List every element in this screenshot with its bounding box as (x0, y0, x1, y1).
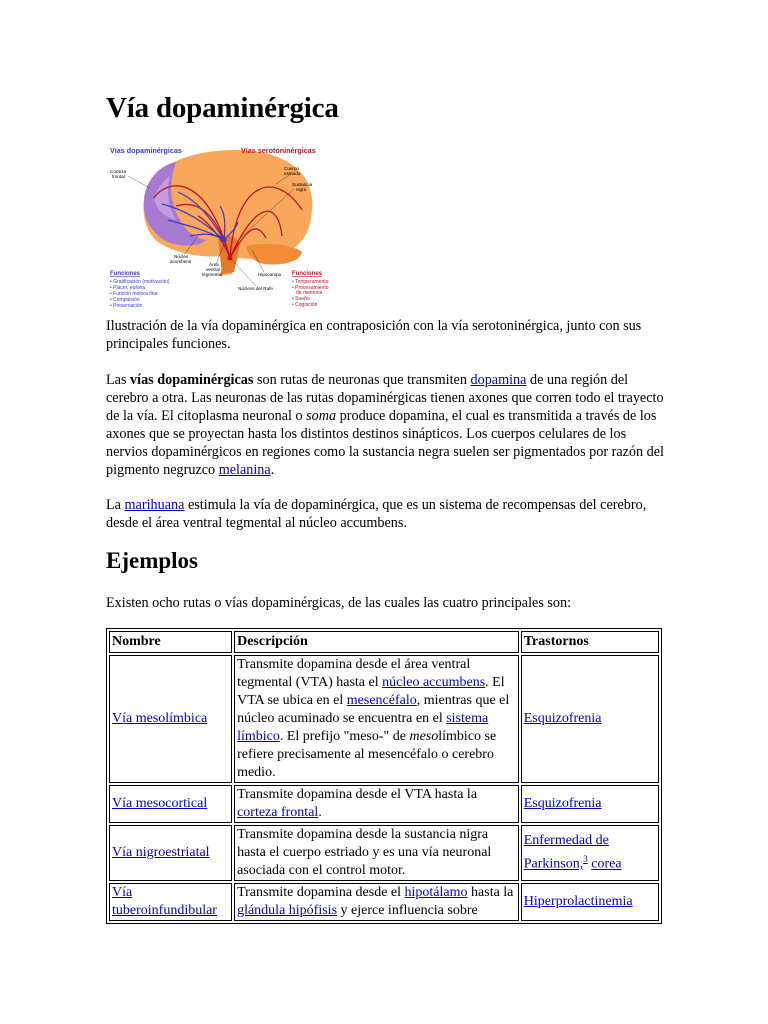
label-hipocampo: Hipocampo (258, 272, 282, 277)
label-frontal: frontal (112, 174, 125, 179)
label-cuerpo: Cuerpo (284, 166, 300, 171)
svg-text:• Función motora fina: • Función motora fina (110, 291, 158, 297)
funciones-right-title: Funciones (292, 271, 323, 277)
label-acumbens: acumbens (170, 259, 192, 264)
header-trastornos: Trastornos (521, 631, 659, 653)
svg-text:• Procesamiento: • Procesamiento (292, 285, 329, 291)
funcion-left-5: Preservación (113, 303, 143, 309)
label-vias-dopaminergicas: Vías dopaminérgicas (110, 146, 182, 155)
funcion-left-3: Función motora fina (113, 291, 158, 297)
link-esquizofrenia-2[interactable]: Esquizofrenia (523, 796, 602, 811)
svg-text:• Gratificación (motivación): • Gratificación (motivación) (110, 279, 170, 285)
link-marihuana[interactable]: marihuana (124, 497, 185, 513)
label-estriado: estriado (284, 171, 301, 176)
label-vias-serotoninergicas: Vías serotoninérgicas (241, 146, 316, 155)
funcion-left-2: Placer, euforia (113, 285, 146, 291)
section-title-ejemplos: Ejemplos (106, 548, 198, 573)
link-corteza-frontal[interactable]: corteza frontal (237, 805, 319, 820)
link-mesencefalo[interactable]: mesencéfalo (346, 693, 417, 708)
paragraph-ejemplos-intro: Existen ocho rutas o vías dopaminérgicas, de las cuales las cuatro principales son: (106, 595, 572, 611)
label-sustancia: Sustancia (292, 182, 313, 187)
table-row (109, 785, 659, 823)
funcion-right-2b: de memoria (296, 290, 323, 296)
header-descripcion: Descripción (234, 631, 519, 653)
figure-caption: Ilustración de la vía dopaminérgica en contraposición con la vía serotoninérgica, junto con sus principales funciones. (106, 318, 642, 352)
svg-text:• Temperamento: • Temperamento (292, 279, 329, 285)
link-glandula-hipofisis[interactable]: glándula hipófisis (237, 903, 338, 918)
link-hiperprolactinemia[interactable]: Hiperprolactinemia (523, 894, 633, 909)
funcion-right-3: Sueño (295, 296, 310, 302)
svg-text:• Placer, euforia: • Placer, euforia (110, 285, 146, 291)
brain-pathways-figure (106, 140, 346, 316)
link-hipotalamo[interactable]: hipotálamo (404, 885, 468, 900)
link-parkinson[interactable]: Enfermedad de Parkinson, (523, 833, 609, 872)
funcion-right-2: Procesamiento (295, 285, 329, 291)
label-area: Área (209, 262, 219, 267)
header-nombre: Nombre (109, 631, 232, 653)
table-row (109, 825, 659, 881)
pathways-table (106, 628, 662, 924)
paragraph-marihuana: La marihuana estimula la vía de dopaminérgica, que es un sistema de recompensas del cerebro, desde el área ventral tegmental al núcleo accumbens. (106, 497, 647, 531)
funcion-right-4: Cognición (295, 302, 318, 308)
svg-text:• Compulsión: • Compulsión (110, 297, 140, 303)
table-header-row (109, 631, 659, 653)
label-ventral: ventral (206, 267, 220, 272)
paragraph-intro: Las vías dopaminérgicas son rutas de neuronas que transmiten dopamina de una región del cerebro a otra. Las neuronas de las rutas dopaminérgicas tienen axones que corren todo el trayecto de la vía. El citoplasma neuronal o soma produce dopamina, el cual es transmitida a través de los axones que se proyectan hasta los distintos destinos sinápticos. Los cuerpos celulares de los nervios dopaminérgicos en regiones como la sustancia negra suelen ser pigmentados por razón del pigmento negruzco melanina. (106, 372, 665, 478)
link-sistema-limbico[interactable]: sistema límbico (237, 711, 489, 744)
label-tegmental: tegmental (202, 272, 223, 277)
link-esquizofrenia[interactable]: Esquizofrenia (523, 711, 602, 726)
link-via-mesolimbica[interactable]: Vía mesolímbica (112, 711, 208, 726)
svg-text:• Cognición: • Cognición (292, 302, 318, 308)
description-cell: Transmite dopamina desde el VTA hasta la corteza frontal. (234, 785, 519, 823)
link-via-mesocortical[interactable]: Vía mesocortical (112, 796, 208, 811)
link-nucleo-accumbens[interactable]: núcleo accumbens (382, 675, 486, 690)
link-melanina[interactable]: melanina (218, 462, 271, 478)
funcion-left-1: Gratificación (motivación) (113, 279, 170, 285)
funcion-left-4: Compulsión (113, 297, 140, 303)
label-corteza: Corteza (110, 169, 127, 174)
italic-soma: soma (306, 408, 337, 424)
link-via-nigroestriatal[interactable]: Vía nigroestriatal (112, 845, 210, 860)
label-nucleo: Núcleo (174, 254, 189, 259)
label-nigra: nigra (296, 187, 307, 192)
svg-text:• Sueño: • Sueño (292, 296, 310, 302)
link-dopamina[interactable]: dopamina (470, 372, 527, 388)
table-row (109, 655, 659, 783)
funciones-left-title: Funciones (110, 271, 141, 277)
bold-term: vías dopaminérgicas (130, 372, 254, 388)
page-title: Vía dopaminérgica (106, 92, 339, 124)
label-nucleos-rafe: Núcleos del Rafe (238, 286, 273, 291)
description-cell: Transmite dopamina desde la sustancia nigra hasta el cuerpo estriado y es una vía neuronal asociada con el control motor. (234, 825, 519, 881)
funcion-right-1: Temperamento (295, 279, 329, 285)
svg-text:• Preservación: • Preservación (110, 303, 143, 309)
description-cell: Transmite dopamina desde el área ventral tegmental (VTA) hasta el núcleo accumbens. El VTA se ubica en el mesencéfalo, mientras que el núcleo acuminado se encuentra en el sistema límbico. El prefijo "meso-" de mesolímbico se refiere precisamente al mesencéfalo o cerebro medio. (234, 655, 519, 783)
description-cell: Transmite dopamina desde el hipotálamo hasta la glándula hipófisis y ejerce influencia sobre (234, 883, 519, 921)
table-row (109, 883, 659, 921)
link-corea[interactable]: corea (591, 856, 622, 872)
link-via-tuberoinfundibular[interactable]: Vía tuberoinfundibular (112, 885, 217, 918)
footnote-link[interactable]: 3 (583, 854, 588, 865)
